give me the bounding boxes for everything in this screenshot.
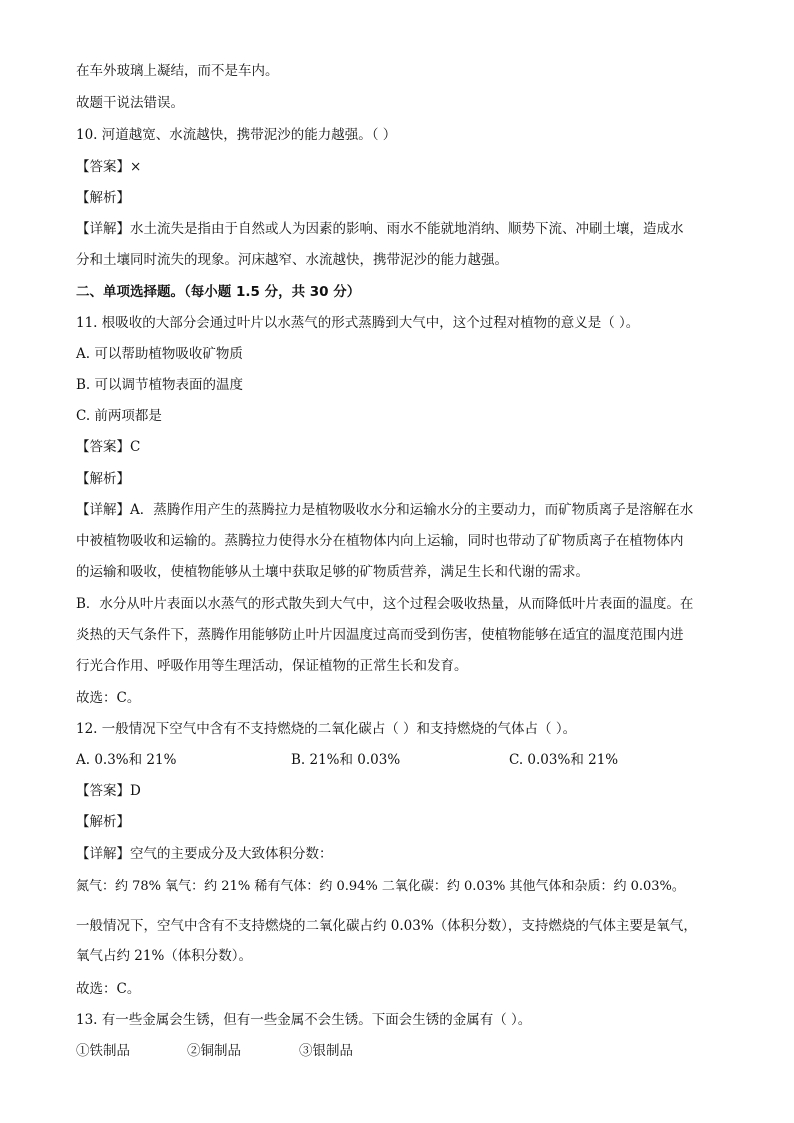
detail-12-line-3: 一般情况下，空气中含有不支持燃烧的二氧化碳占约 0.03%（体积分数），支持燃烧的气体主要是氧气，	[76, 918, 697, 934]
analysis-label-11: 【解析】	[76, 471, 130, 487]
question-12-option-a: A. 0.3%和 21%	[76, 752, 177, 768]
section-heading: 二、单项选择题。（每小题 1.5 分，共 30 分）	[76, 284, 361, 300]
question-13: 13. 有一些金属会生锈，但有一些金属不会生锈。下面会生锈的金属有（ ）。	[76, 1012, 532, 1028]
detail-10-line-2: 分和土壤同时流失的现象。河床越窄、水流越快，携带泥沙的能力越强。	[76, 252, 508, 268]
question-13-item-2: ②铜制品	[187, 1043, 241, 1059]
detail-11-line-3: 的运输和吸收，使植物能够从土壤中获取足够的矿物质营养，满足生长和代谢的需求。	[76, 564, 589, 580]
detail-11-line-5: 炎热的天气条件下，蒸腾作用能够防止叶片因温度过高而受到伤害，使植物能够在适宜的温度范围内进	[76, 627, 684, 643]
detail-12-line-1: 【详解】空气的主要成分及大致体积分数：	[76, 846, 333, 862]
analysis-label-10: 【解析】	[76, 190, 130, 206]
detail-12-line-4: 氧气占约 21%（体积分数）。	[76, 948, 253, 964]
analysis-label-12: 【解析】	[76, 814, 130, 830]
text-line: 在车外玻璃上凝结，而不是车内。	[76, 63, 279, 79]
question-11: 11. 根吸收的大部分会通过叶片以水蒸气的形式蒸腾到大气中，这个过程对植物的意义是（ ）。	[76, 315, 640, 331]
detail-12-line-2: 氮气：约 78% 氧气：约 21% 稀有气体：约 0.94% 二氧化碳：约 0.03% 其他气体和杂质：约 0.03%。	[76, 879, 685, 894]
text-line: 故题干说法错误。	[76, 95, 184, 111]
question-12-option-c: C. 0.03%和 21%	[509, 752, 619, 768]
question-12-option-b: B. 21%和 0.03%	[291, 752, 401, 768]
answer-12: 【答案】D	[76, 783, 141, 799]
question-10: 10. 河道越宽、水流越快，携带泥沙的能力越强。（ ）	[76, 127, 397, 143]
question-11-option-a: A. 可以帮助植物吸收矿物质	[76, 346, 243, 362]
answer-11: 【答案】C	[76, 439, 141, 455]
conclusion-12: 故选：C。	[76, 981, 141, 997]
detail-11-line-2: 中被植物吸收和运输的。蒸腾拉力使得水分在植物体内向上运输，同时也带动了矿物质离子在植物体内	[76, 533, 684, 549]
question-13-item-3: ③银制品	[299, 1043, 353, 1059]
detail-11-line-6: 行光合作用、呼吸作用等生理活动，保证植物的正常生长和发育。	[76, 658, 468, 674]
detail-11-line-1: 【详解】A．蒸腾作用产生的蒸腾拉力是植物吸收水分和运输水分的主要动力，而矿物质离子是溶解在水	[76, 502, 694, 518]
conclusion-11: 故选：C。	[76, 690, 141, 706]
detail-11-line-4: B．水分从叶片表面以水蒸气的形式散失到大气中，这个过程会吸收热量，从而降低叶片表面的温度。在	[76, 596, 694, 612]
question-11-option-b: B. 可以调节植物表面的温度	[76, 377, 244, 393]
question-11-option-c: C. 前两项都是	[76, 408, 162, 424]
answer-10: 【答案】×	[76, 159, 142, 175]
detail-10-line-1: 【详解】水土流失是指由于自然或人为因素的影响、雨水不能就地消纳、顺势下流、冲刷土壤，造成水	[76, 221, 684, 237]
question-12: 12. 一般情况下空气中含有不支持燃烧的二氧化碳占（ ）和支持燃烧的气体占（ ）。	[76, 721, 577, 737]
question-13-item-1: ①铁制品	[76, 1043, 130, 1059]
